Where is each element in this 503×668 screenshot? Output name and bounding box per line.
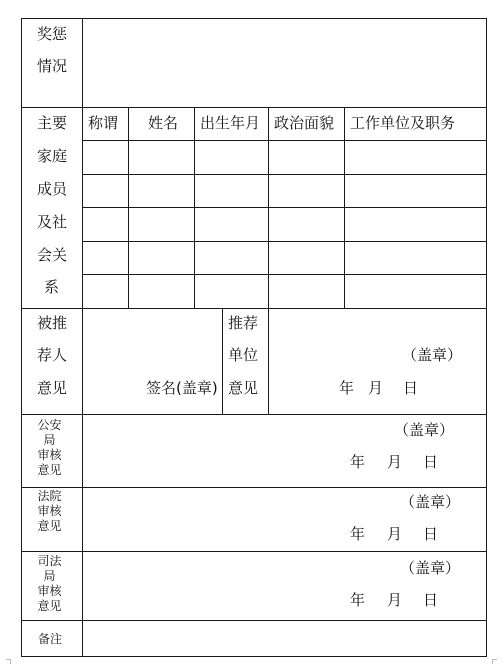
family-cell[interactable] (83, 208, 128, 241)
family-header-politics: 政治面貌 (274, 114, 335, 132)
nominee-label-line1: 被推 (37, 314, 68, 332)
family-cell[interactable] (195, 208, 268, 241)
family-label-line2: 家庭 (37, 147, 68, 165)
court-label-line3: 意见 (37, 519, 62, 533)
court-label-line2: 审核 (37, 504, 62, 518)
justice-date-month: 月 (387, 591, 403, 609)
family-header-work: 工作单位及职务 (350, 114, 456, 132)
unit-date-year: 年 (339, 379, 355, 397)
family-cell[interactable] (83, 141, 128, 174)
rewards-field[interactable] (83, 19, 486, 107)
row-line-rewards-bottom (21, 107, 486, 108)
justice-label-line4: 意见 (37, 599, 62, 613)
family-cell[interactable] (345, 175, 486, 207)
family-label-line5: 会关 (37, 246, 68, 264)
nominee-signature: 签名(盖章) (146, 379, 218, 397)
family-cell[interactable] (83, 242, 128, 274)
unit-label-line2: 单位 (228, 346, 259, 364)
police-label-line3: 审核 (37, 448, 62, 462)
police-date-month: 月 (387, 453, 403, 471)
page-corner-mark (6, 659, 11, 664)
court-date-day: 日 (423, 525, 439, 543)
justice-label (22, 554, 77, 614)
family-cell[interactable] (269, 242, 344, 274)
court-date-month: 月 (387, 525, 403, 543)
family-cell[interactable] (345, 242, 486, 274)
police-label-line2: 局 (43, 433, 56, 447)
family-label-line6: 系 (44, 278, 60, 296)
family-header-relation: 称谓 (88, 114, 119, 132)
unit-label-line3: 意见 (228, 379, 259, 397)
nominee-opinion-field[interactable] (83, 309, 222, 414)
family-cell[interactable] (345, 141, 486, 174)
unit-date-day: 日 (403, 379, 419, 397)
nominee-label-line2: 荐人 (37, 346, 68, 364)
unit-label-line1: 推荐 (228, 314, 259, 332)
family-cell[interactable] (83, 175, 128, 207)
court-date-year: 年 (350, 525, 366, 543)
family-cell[interactable] (129, 141, 194, 174)
unit-stamp: （盖章） (402, 346, 463, 364)
rewards-label-line1: 奖惩 (37, 25, 68, 43)
family-cell[interactable] (83, 275, 128, 308)
family-header-birth: 出生年月 (200, 114, 261, 132)
justice-stamp: （盖章） (400, 559, 461, 577)
police-date-year: 年 (350, 453, 366, 471)
family-cell[interactable] (129, 275, 194, 308)
col-line-right (486, 18, 487, 657)
family-cell[interactable] (195, 175, 268, 207)
court-label-line1: 法院 (37, 489, 62, 503)
police-stamp: （盖章） (394, 421, 455, 439)
remarks-label: 备注 (38, 632, 63, 646)
unit-date-month: 月 (368, 379, 384, 397)
family-cell[interactable] (129, 208, 194, 241)
family-cell[interactable] (129, 175, 194, 207)
justice-label-line3: 审核 (37, 584, 62, 598)
family-cell[interactable] (195, 141, 268, 174)
police-date-day: 日 (423, 453, 439, 471)
police-label-line4: 意见 (37, 463, 62, 477)
justice-label-line2: 局 (43, 569, 56, 583)
family-cell[interactable] (345, 208, 486, 241)
family-cell[interactable] (269, 141, 344, 174)
family-cell[interactable] (195, 242, 268, 274)
justice-date-year: 年 (350, 591, 366, 609)
family-label-line4: 及社 (37, 213, 68, 231)
court-label (22, 489, 77, 534)
police-label (22, 418, 77, 478)
family-cell[interactable] (129, 242, 194, 274)
rewards-label-line2: 情况 (37, 57, 68, 75)
col-line-nominee-1 (222, 308, 223, 414)
justice-label-line1: 司法 (37, 554, 62, 568)
row-line-bottom (21, 656, 486, 657)
remarks-field[interactable] (83, 621, 486, 656)
family-cell[interactable] (269, 275, 344, 308)
family-cell[interactable] (269, 175, 344, 207)
police-label-line1: 公安 (37, 418, 62, 432)
justice-date-day: 日 (423, 591, 439, 609)
nominee-label-line3: 意见 (37, 379, 68, 397)
family-header-name: 姓名 (148, 114, 179, 132)
family-cell[interactable] (195, 275, 268, 308)
court-stamp: （盖章） (400, 493, 461, 511)
family-label-line3: 成员 (37, 180, 68, 198)
family-label-line1: 主要 (37, 114, 68, 132)
page-corner-mark (492, 659, 497, 664)
family-cell[interactable] (345, 275, 486, 308)
family-cell[interactable] (269, 208, 344, 241)
